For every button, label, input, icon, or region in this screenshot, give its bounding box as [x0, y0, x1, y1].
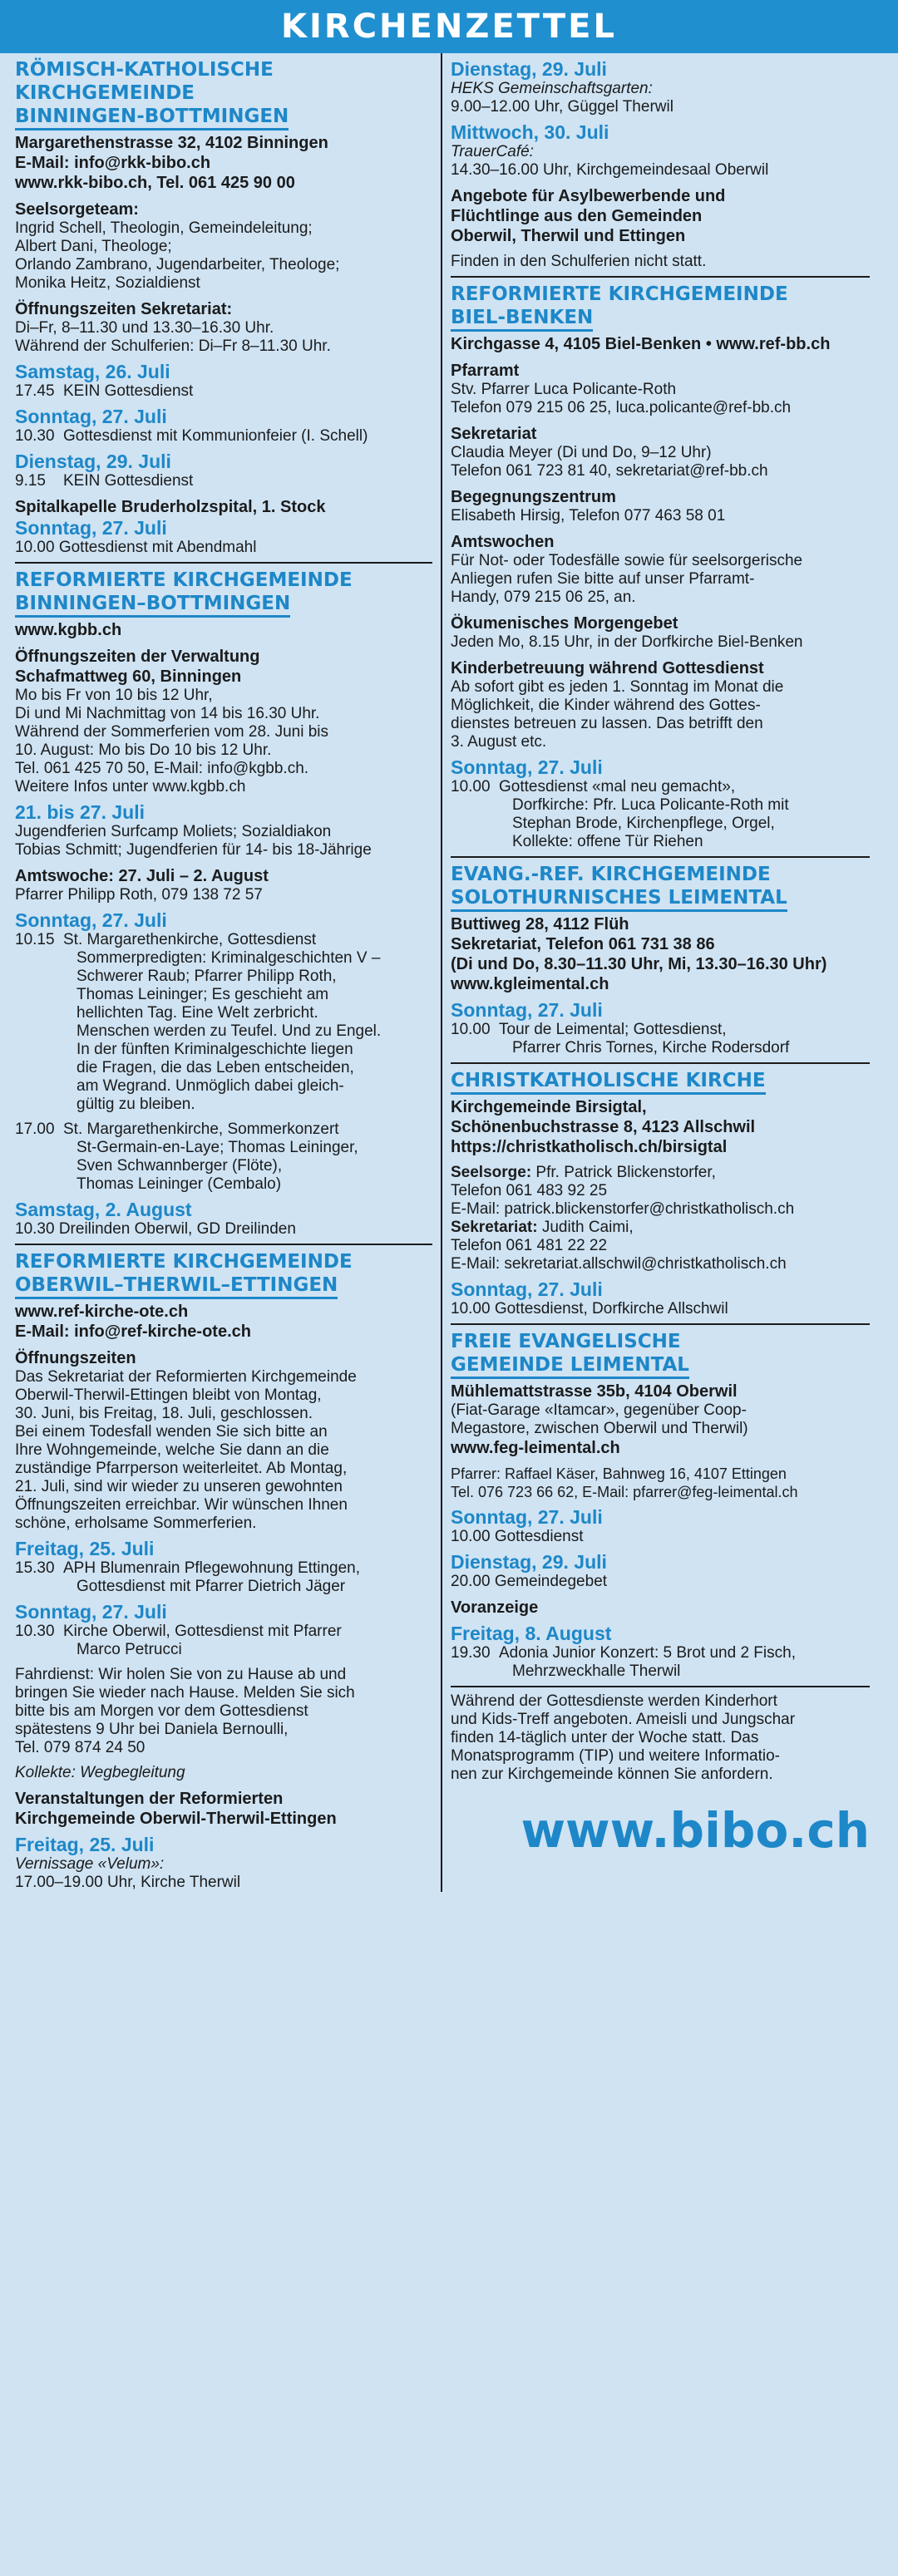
event-desc: 14.30–16.00 Uhr, Kirchgemeindesaal Oberwil: [451, 161, 769, 179]
address-line: Kirchgemeinde Birsigtal,: [451, 1098, 647, 1116]
address-line: (Di und Do, 8.30–11.30 Uhr, Mi, 13.30–16.30 Uhr): [451, 955, 827, 973]
amtswoche-text: Pfarrer Philipp Roth, 079 138 72 57: [15, 886, 263, 904]
begegnung-heading: Begegnungszentrum: [451, 488, 616, 506]
event-item: [451, 1644, 870, 1681]
event-line: Tour de Leimental; Gottesdienst,: [499, 1021, 727, 1038]
web-line[interactable]: www.feg-leimental.ch: [451, 1439, 620, 1457]
title-line: GEMEINDE LEIMENTAL: [451, 1354, 689, 1379]
section-title: [15, 1250, 432, 1297]
event-time: 17.45: [15, 382, 55, 400]
title-line: SOLOTHURNISCHES LEIMENTAL: [451, 887, 787, 912]
event-date: Freitag, 25. Juli: [15, 1538, 155, 1559]
event-date: Sonntag, 27. Juli: [15, 1601, 167, 1623]
hours-heading: Schafmattweg 60, Binningen: [15, 667, 242, 686]
event-time: 10.00: [451, 778, 491, 795]
title-line: REFORMIERTE KIRCHGEMEINDE: [15, 1251, 353, 1273]
team-line: Orlando Zambrano, Jugendarbeiter, Theologe;: [15, 256, 340, 273]
text-line: Telefon 061 481 22 22: [451, 1237, 608, 1254]
event-date: Dienstag, 29. Juli: [15, 451, 171, 472]
section-christkatholisch: [451, 1069, 870, 1318]
event-line: am Wegrand. Unmöglich dabei gleich-: [76, 1077, 344, 1095]
event-line: St. Margarethenkirche, Gottesdienst: [63, 931, 317, 948]
title-line: OBERWIL–THERWIL–ETTINGEN: [15, 1274, 338, 1299]
text-line: Telefon 079 215 06 25, luca.policante@ref-bb.ch: [451, 399, 792, 416]
hours-line: 10. August: Mo bis Do 10 bis 12 Uhr.: [15, 741, 272, 759]
event-desc: [499, 1644, 870, 1681]
event-line: Sommerpredigten: Kriminalgeschichten V –: [76, 949, 381, 967]
event-item: [451, 1021, 870, 1057]
section-title: [451, 863, 870, 909]
text-line: Stv. Pfarrer Luca Policante-Roth: [451, 381, 677, 398]
event-desc: Tobias Schmitt; Jugendferien für 14- bis 18-Jährige: [15, 841, 372, 859]
event-date: Sonntag, 27. Juli: [15, 909, 167, 931]
title-line: BINNINGEN–BOTTMINGEN: [15, 593, 290, 618]
event-title: HEKS Gemeinschaftsgarten:: [451, 80, 653, 97]
event-line: Mehrzweckhalle Therwil: [512, 1662, 681, 1680]
pfarramt-heading: Pfarramt: [451, 362, 520, 380]
footer-url[interactable]: www.bibo.ch: [521, 1802, 870, 1859]
events-heading: Veranstaltungen der Reformierten: [15, 1790, 284, 1808]
text-line: Während der Gottesdienste werden Kinderhort: [451, 1692, 777, 1710]
event-line: APH Blumenrain Pflegewohnung Ettingen,: [63, 1559, 361, 1577]
event-desc: [63, 1121, 432, 1194]
text-line: nen zur Kirchgemeinde können Sie anfordern.: [451, 1766, 773, 1783]
section-ote-continued: [451, 58, 870, 271]
amtswochen-heading: Amtswochen: [451, 533, 555, 551]
section-kgbb: [15, 569, 432, 1239]
web-line[interactable]: https://christkatholisch.ch/birsigtal: [451, 1138, 728, 1156]
event-item: [451, 778, 870, 851]
event-line: die Fragen, die das Leben entscheiden,: [76, 1059, 354, 1076]
event-line: Schwerer Raub; Pfarrer Philipp Roth,: [76, 968, 337, 985]
event-line: Kirche Oberwil, Gottesdienst mit Pfarrer: [63, 1623, 342, 1640]
kollekte-note: Kollekte: Wegbegleitung: [15, 1764, 185, 1781]
event-item: [15, 382, 432, 401]
sekretariat-heading: Sekretariat:: [451, 1219, 538, 1236]
text-line: Bei einem Todesfall wenden Sie sich bitte an: [15, 1423, 328, 1441]
right-column: [442, 53, 878, 1892]
hours-line: Weitere Infos unter www.kgbb.ch: [15, 778, 246, 795]
columns: [0, 53, 898, 1892]
event-line: gültig zu bleiben.: [76, 1096, 195, 1113]
hours-line: Während der Sommerferien vom 28. Juni bis: [15, 723, 328, 741]
web-line[interactable]: www.kgleimental.ch: [451, 975, 609, 993]
event-time: 17.00: [15, 1121, 55, 1138]
event-time: 10.30: [15, 1623, 55, 1640]
text-line: 30. Juni, bis Freitag, 18. Juli, geschlossen.: [15, 1405, 313, 1422]
text-line: Telefon 061 723 81 40, sekretariat@ref-bb.ch: [451, 462, 768, 480]
text-line: 3. August etc.: [451, 733, 547, 751]
seelsorge-heading: Seelsorge:: [451, 1164, 532, 1181]
title-line: KIRCHGEMEINDE: [15, 82, 195, 104]
email-line[interactable]: E-Mail: info@rkk-bibo.ch: [15, 154, 211, 172]
text-line: Pfarrer: Raffael Käser, Bahnweg 16, 4107 Ettingen: [451, 1465, 787, 1482]
text-line: Tel. 079 874 24 50: [15, 1739, 146, 1756]
address-line: (Fiat-Garage «Itamcar», gegenüber Coop-: [451, 1401, 747, 1419]
section-solothurn: [451, 863, 870, 1057]
event-time: 10.00: [451, 1021, 491, 1038]
hours-line: Di und Mi Nachmittag von 14 bis 16.30 Uhr.: [15, 705, 320, 722]
section-title: [15, 569, 432, 615]
divider: [451, 856, 870, 858]
divider: [451, 1686, 870, 1687]
left-column: [7, 53, 442, 1892]
sekretariat-heading: Sekretariat: [451, 425, 537, 443]
event-date: Dienstag, 29. Juli: [451, 58, 607, 80]
text-line: Anliegen rufen Sie bitte auf unser Pfarramt-: [451, 570, 755, 588]
text-line: Telefon 061 483 92 25: [451, 1182, 608, 1199]
event-time: 10.15: [15, 931, 55, 948]
section-feg: [451, 1330, 870, 1784]
event-date: Sonntag, 27. Juli: [15, 406, 167, 427]
text-line: Öffnungszeiten erreichbar. Wir wünschen Ihnen: [15, 1496, 348, 1514]
event-date: Sonntag, 27. Juli: [451, 1278, 603, 1300]
text-line: Möglichkeit, die Kinder während des Gottes-: [451, 697, 761, 714]
event-date: Samstag, 26. Juli: [15, 361, 170, 382]
address-line: Schönenbuchstrasse 8, 4123 Allschwil: [451, 1118, 756, 1136]
event-desc: 10.00 Gottesdienst mit Abendmahl: [15, 539, 257, 556]
event-line: Gottesdienst «mal neu gemacht»,: [499, 778, 736, 795]
text-line: Tel. 076 723 66 62, E-Mail: pfarrer@feg-leimental.ch: [451, 1484, 798, 1500]
event-desc: 10.00 Gottesdienst, Dorfkirche Allschwil: [451, 1300, 728, 1318]
event-line: Pfarrer Chris Tornes, Kirche Rodersdorf: [512, 1039, 790, 1057]
event-date: Sonntag, 27. Juli: [451, 756, 603, 778]
web-line[interactable]: www.rkk-bibo.ch, Tel. 061 425 90 00: [15, 174, 295, 192]
title-line: EVANG.-REF. KIRCHGEMEINDE: [451, 864, 771, 885]
events-heading: Kirchgemeinde Oberwil-Therwil-Ettingen: [15, 1810, 337, 1828]
event-line: Thomas Leininger; Es geschieht am: [76, 986, 329, 1003]
event-desc: [63, 1559, 432, 1596]
email-line[interactable]: E-Mail: info@ref-kirche-ote.ch: [15, 1322, 251, 1341]
hours-line: Mo bis Fr von 10 bis 12 Uhr,: [15, 687, 213, 704]
spital-heading: Spitalkapelle Bruderholzspital, 1. Stock: [15, 498, 326, 516]
event-desc: 10.00 Gottesdienst: [451, 1528, 584, 1545]
event-line: Gottesdienst mit Pfarrer Dietrich Jäger: [76, 1578, 346, 1595]
event-line: Menschen werden zu Teufel. Und zu Engel.: [76, 1022, 382, 1040]
asyl-heading: Oberwil, Therwil und Ettingen: [451, 227, 686, 245]
team-line: Albert Dani, Theologe;: [15, 238, 172, 255]
section-biel: [451, 283, 870, 851]
event-title: Vernissage «Velum»:: [15, 1855, 165, 1873]
address-line: Megastore, zwischen Oberwil und Therwil): [451, 1420, 748, 1437]
event-date: Freitag, 25. Juli: [15, 1834, 155, 1855]
event-desc: 9.00–12.00 Uhr, Güggel Therwil: [451, 98, 674, 116]
event-desc: [499, 1021, 870, 1057]
event-line: Sven Schwannberger (Flöte),: [76, 1157, 283, 1175]
asyl-text: Finden in den Schulferien nicht statt.: [451, 253, 707, 270]
event-desc: [63, 931, 432, 1114]
text-line: Ihre Wohngemeinde, welche Sie dann an die: [15, 1441, 329, 1459]
title-line: BIEL-BENKEN: [451, 307, 593, 332]
event-desc: 10.30 Dreilinden Oberwil, GD Dreilinden: [15, 1220, 296, 1238]
page-banner: KIRCHENZETTEL: [0, 0, 898, 53]
event-date: Sonntag, 27. Juli: [451, 1506, 603, 1528]
text-line: Ab sofort gibt es jeden 1. Sonntag im Monat die: [451, 678, 784, 696]
title-line: REFORMIERTE KIRCHGEMEINDE: [451, 283, 788, 305]
event-line: St. Margarethenkirche, Sommerkonzert: [63, 1121, 339, 1138]
text-line: Monatsprogramm (TIP) und weitere Informatio-: [451, 1747, 780, 1765]
text-line: dienstes betreuen zu lassen. Das betrifft den: [451, 715, 763, 732]
text-line: Das Sekretariat der Reformierten Kirchgemeinde: [15, 1368, 357, 1386]
web-line[interactable]: www.kgbb.ch: [15, 621, 122, 639]
divider: [15, 1244, 432, 1245]
event-date: Freitag, 8. August: [451, 1623, 612, 1644]
event-title: TrauerCafé:: [451, 143, 534, 160]
amtswoche-heading: Amtswoche: 27. Juli – 2. August: [15, 867, 269, 885]
email-line[interactable]: E-Mail: patrick.blickenstorfer@christkatholisch.ch: [451, 1200, 795, 1218]
hours-heading: Öffnungszeiten der Verwaltung: [15, 648, 260, 666]
event-item: [15, 472, 432, 490]
text-line: Elisabeth Hirsig, Telefon 077 463 58 01: [451, 507, 726, 525]
hours-line: Während der Schulferien: Di–Fr 8–11.30 Uhr.: [15, 337, 331, 355]
address-line: Sekretariat, Telefon 061 731 38 86: [451, 935, 715, 953]
kinderbetreuung-heading: Kinderbetreuung während Gottesdienst: [451, 659, 764, 677]
text-line: Claudia Meyer (Di und Do, 9–12 Uhr): [451, 444, 712, 461]
hours-heading: Öffnungszeiten Sekretariat:: [15, 300, 233, 318]
text-line: bitte bis am Morgen vor dem Gottesdienst: [15, 1702, 308, 1720]
event-time: 15.30: [15, 1559, 55, 1577]
event-item: [15, 1121, 432, 1194]
voranzeige-heading: Voranzeige: [451, 1598, 539, 1617]
event-desc: [499, 778, 870, 851]
address-line: Mühlemattstrasse 35b, 4104 Oberwil: [451, 1382, 738, 1401]
text-line: Fahrdienst: Wir holen Sie von zu Hause ab und: [15, 1666, 347, 1683]
hours-line: Di–Fr, 8–11.30 und 13.30–16.30 Uhr.: [15, 319, 274, 337]
section-rkk: [15, 58, 432, 557]
hours-heading: Öffnungszeiten: [15, 1349, 136, 1367]
event-time: 9.15: [15, 472, 46, 490]
event-item: [15, 931, 432, 1114]
event-line: Kollekte: offene Tür Riehen: [512, 833, 703, 850]
event-line: In der fünften Kriminalgeschichte liegen: [76, 1041, 353, 1058]
event-desc: KEIN Gottesdienst: [63, 382, 194, 400]
title-line: BINNINGEN-BOTTMINGEN: [15, 106, 289, 131]
divider: [15, 562, 432, 564]
text-line: Für Not- oder Todesfälle sowie für seelsorgerische: [451, 552, 803, 569]
event-desc: [63, 1623, 432, 1659]
section-title: [451, 1069, 870, 1092]
address-line: Kirchgasse 4, 4105 Biel-Benken • www.ref-bb.ch: [451, 335, 831, 353]
event-date: Sonntag, 27. Juli: [15, 517, 167, 539]
divider: [451, 1062, 870, 1064]
title-line: RÖMISCH-KATHOLISCHE: [15, 59, 274, 81]
team-heading: Seelsorgeteam:: [15, 200, 139, 219]
section-title: [451, 283, 870, 329]
section-title: [15, 58, 432, 128]
email-line[interactable]: E-Mail: sekretariat.allschwil@christkatholisch.ch: [451, 1255, 787, 1273]
event-line: Dorfkirche: Pfr. Luca Policante-Roth mit: [512, 796, 789, 814]
event-line: St-Germain-en-Laye; Thomas Leininger,: [76, 1139, 358, 1156]
event-date: 21. bis 27. Juli: [15, 801, 145, 823]
event-desc: Jugendferien Surfcamp Moliets; Sozialdiakon: [15, 823, 332, 840]
title-line: REFORMIERTE KIRCHGEMEINDE: [15, 569, 353, 591]
section-title: [451, 1330, 870, 1377]
section-ote: [15, 1250, 432, 1892]
event-date: Mittwoch, 30. Juli: [451, 121, 609, 143]
event-item: [15, 1559, 432, 1596]
event-line: Marco Petrucci: [76, 1641, 182, 1658]
text-line: Pfr. Patrick Blickenstorfer,: [531, 1164, 716, 1181]
event-date: Dienstag, 29. Juli: [451, 1551, 607, 1573]
hours-line: Tel. 061 425 70 50, E-Mail: info@kgbb.ch.: [15, 760, 309, 777]
event-line: hellichten Tag. Eine Welt zerbricht.: [76, 1004, 318, 1022]
event-date: Samstag, 2. August: [15, 1199, 192, 1220]
event-time: 10.30: [15, 427, 55, 445]
text-line: Oberwil-Therwil-Ettingen bleibt von Montag,: [15, 1387, 322, 1404]
text-line: Jeden Mo, 8.15 Uhr, in der Dorfkirche Biel-Benken: [451, 633, 803, 651]
divider: [451, 1323, 870, 1325]
text-line: finden 14-täglich unter der Woche statt. Das: [451, 1729, 759, 1746]
event-item: [15, 1623, 432, 1659]
event-desc: 20.00 Gemeindegebet: [451, 1573, 608, 1590]
web-line[interactable]: www.ref-kirche-ote.ch: [15, 1303, 189, 1321]
address-line: Buttiweg 28, 4112 Flüh: [451, 915, 629, 933]
event-line: Stephan Brode, Kirchenpflege, Orgel,: [512, 815, 775, 832]
event-item: [15, 427, 432, 446]
text-line: Handy, 079 215 06 25, an.: [451, 589, 636, 606]
event-desc: 17.00–19.00 Uhr, Kirche Therwil: [15, 1874, 241, 1891]
text-line: 21. Juli, sind wir wieder zu unseren gewohnten: [15, 1478, 343, 1495]
event-time: 19.30: [451, 1644, 491, 1662]
title-line: CHRISTKATHOLISCHE KIRCHE: [451, 1070, 766, 1095]
event-desc: KEIN Gottesdienst: [63, 472, 194, 490]
address-line: Margarethenstrasse 32, 4102 Binningen: [15, 134, 328, 152]
event-line: Adonia Junior Konzert: 5 Brot und 2 Fisch,: [499, 1644, 796, 1662]
asyl-heading: Angebote für Asylbewerbende und: [451, 187, 726, 205]
text-line: schöne, erholsame Sommerferien.: [15, 1515, 257, 1532]
asyl-heading: Flüchtlinge aus den Gemeinden: [451, 207, 703, 225]
event-date: Sonntag, 27. Juli: [451, 999, 603, 1021]
event-desc: Gottesdienst mit Kommunionfeier (I. Schell): [63, 427, 368, 445]
team-line: Ingrid Schell, Theologin, Gemeindeleitung;: [15, 219, 313, 237]
text-line: Judith Caimi,: [537, 1219, 634, 1236]
text-line: bringen Sie wieder nach Hause. Melden Sie sich: [15, 1684, 355, 1702]
morgengebet-heading: Ökumenisches Morgengebet: [451, 614, 678, 633]
text-line: zuständige Pfarrperson weiterleitet. Ab Montag,: [15, 1460, 348, 1477]
text-line: und Kids-Treff angeboten. Ameisli und Jungschar: [451, 1711, 796, 1728]
event-line: Thomas Leininger (Cembalo): [76, 1175, 282, 1193]
text-line: spätestens 9 Uhr bei Daniela Bernoulli,: [15, 1721, 289, 1738]
title-line: FREIE EVANGELISCHE: [451, 1331, 681, 1352]
divider: [451, 276, 870, 278]
team-line: Monika Heitz, Sozialdienst: [15, 274, 200, 292]
